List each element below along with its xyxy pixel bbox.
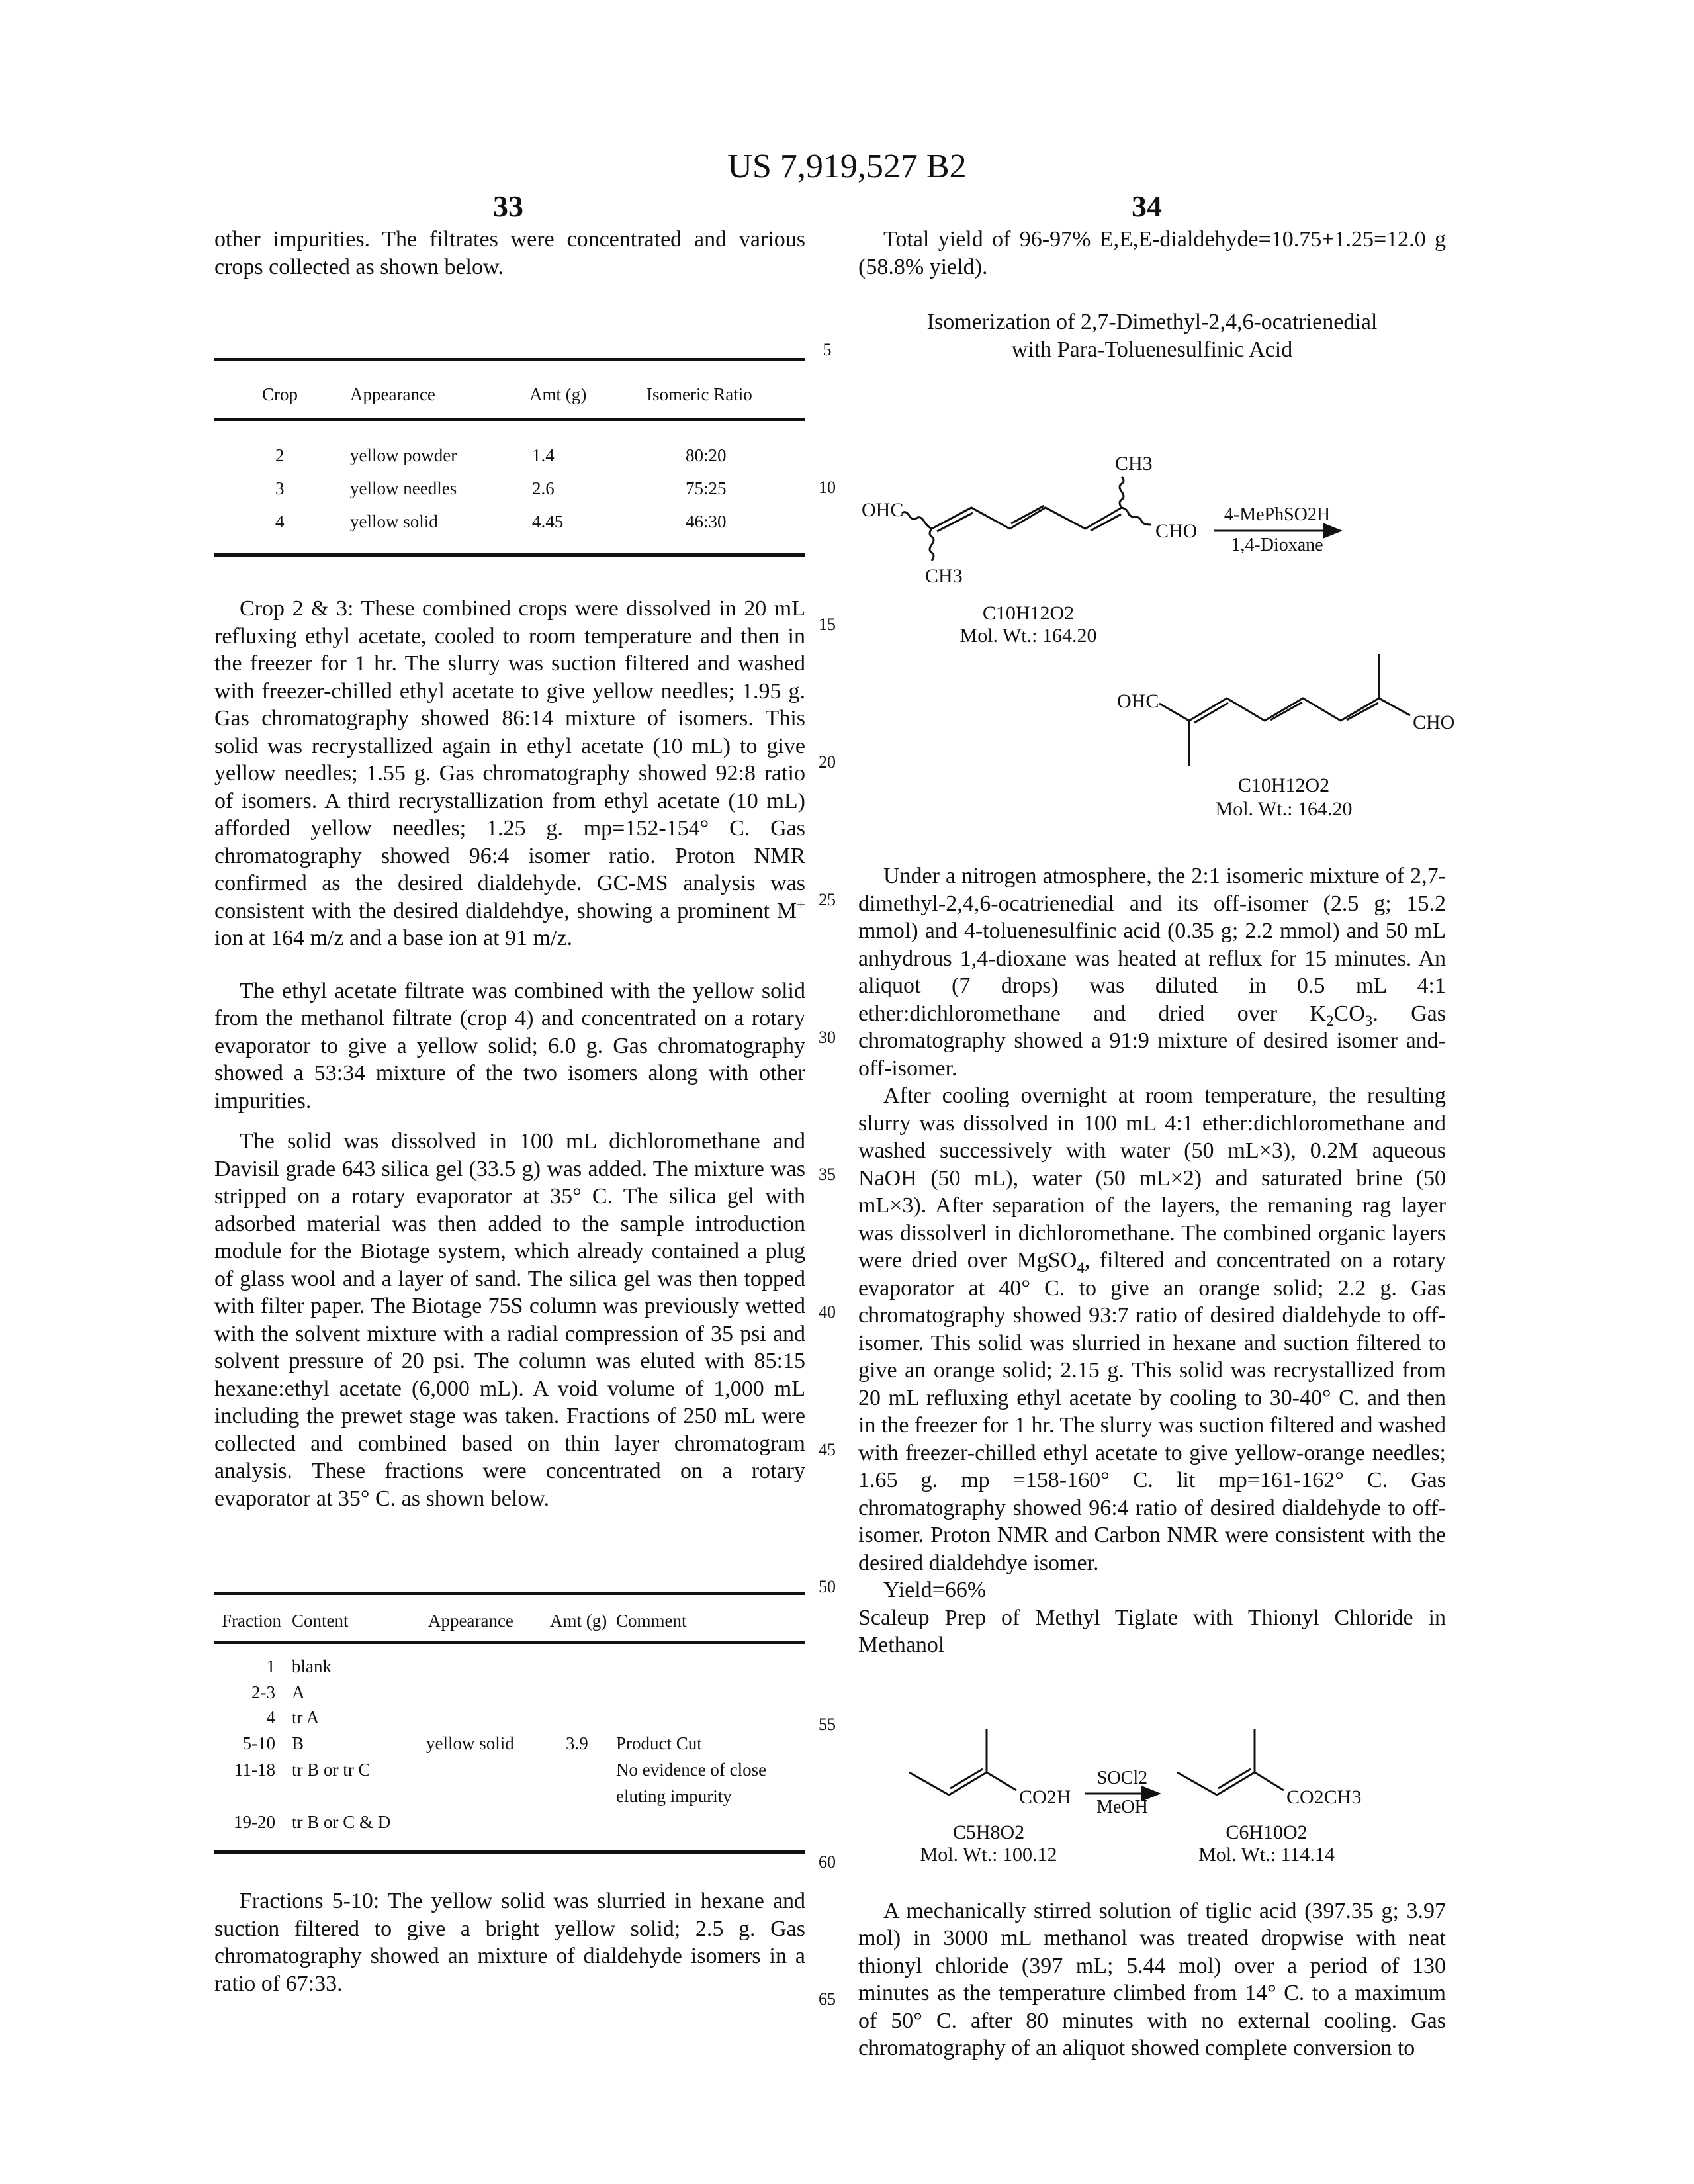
- fraction-number: 11-18: [216, 1759, 275, 1780]
- tiglic-acid-paragraph: A mechanically stirred solution of tiglic acid (397.35 g; 3.97 mol) in 3000 mL methanol was treated dropwise with neat thionyl chloride (397 mL; 5.44 mol) over a period of 130 minutes as the temperature climbed from 14° C. to a maximum of 50° C. after 80 minutes with no external cooling. Gas chromatography of an aliquot showed complete conversion to: [858, 1897, 1446, 2062]
- crop-2-3-paragraph: Crop 2 & 3: These combined crops were dissolved in 20 mL refluxing ethyl acetate, cooled to room temperature and then in the freezer for 1 hr. The slurry was suction filtered and washed with freezer-chilled ethyl acetate to give yellow needles; 1.95 g. Gas chromatography showed 86:14 mixture of isomers. This solid was recrystallized again in ethyl acetate (10 mL) to give yellow needles; 1.55 g. Gas chromatography showed 92:8 ratio of isomers. A third recrystallization from ethyl acetate (10 mL) afforded yellow needles; 1.25 g. mp=152-154° C. Gas chromatography showed 96:4 isomer ratio. Proton NMR confirmed as the desired dialdehyde. GC-MS analysis was consistent with the desired dialdehdye, showing a prominent M+ ion at 164 m/z and a base ion at 91 m/z.: [214, 595, 805, 952]
- line-number: 35: [814, 1165, 840, 1185]
- crop-number: 3: [275, 478, 285, 499]
- reactant-left-group: OHC: [862, 499, 903, 521]
- column-header: Isomeric Ratio: [646, 384, 752, 405]
- superscript: +: [797, 896, 805, 913]
- line-number: 5: [814, 340, 840, 360]
- product-mol-wt: Mol. Wt.: 114.14: [1198, 1844, 1335, 1866]
- reactant-structure: [902, 477, 1151, 561]
- fraction-content: tr B or tr C: [292, 1759, 371, 1780]
- line-number: 60: [814, 1852, 840, 1872]
- fraction-table: [214, 1592, 805, 1854]
- reagent-label: SOCl2: [1097, 1768, 1147, 1788]
- reactant-mol-wt: Mol. Wt.: 164.20: [960, 625, 1097, 647]
- fraction-content: B: [292, 1733, 304, 1754]
- crop-table: [214, 358, 805, 557]
- table-rule: [214, 358, 805, 361]
- line-number: 55: [814, 1715, 840, 1735]
- fraction-number: 2-3: [216, 1682, 275, 1703]
- cooling-paragraph: After cooling overnight at room temperature, the resulting slurry was dissolved in 100 mL 4:1 ether:dichloromethane and washed successively with water (50 mL×3), 0.2M aqueous NaOH (50 mL), water (50 mL×2) and saturated brine (50 mL×3). After separation of the layers, the remaning rag layer was dissolverl in dichloromethane. The combined organic layers were dried over MgSO4, filtered and concentrated on a rotary evaporator at 40° C. to give an orange solid; 2.2 g. Gas chromatography showed 93:7 ratio of desired dialdehyde to off-isomer. This solid was slurried in hexane and suction filtered to give an orange solid; 2.15 g. This solid was recrystallized from 20 mL refluxing ethyl acetate by cooling to 30-40° C. and then in the freezer for 1 hr. The slurry was suction filtered and washed with freezer-chilled ethyl acetate to give yellow-orange needles; 1.65 g. mp =158-160° C. lit mp=161-162° C. Gas chromatography showed 96:4 ratio of desired dialdehyde to off-isomer. Proton NMR and Carbon NMR were consistent with the desired dialdehdye isomer.: [858, 1082, 1446, 1576]
- fraction-number: 19-20: [216, 1811, 275, 1833]
- crop-appearance: yellow needles: [350, 478, 457, 499]
- crop-amount: 2.6: [532, 478, 555, 499]
- table-rule: [214, 553, 805, 557]
- crop-number: 4: [275, 511, 285, 532]
- tiglate-scheme: [854, 1698, 1476, 1870]
- column-header: Fraction: [222, 1610, 281, 1631]
- wavy-bond: [930, 529, 934, 561]
- line-number: 30: [814, 1028, 840, 1048]
- table-rule: [214, 1850, 805, 1854]
- isomerization-scheme: [847, 424, 1509, 834]
- column-header: Amt (g): [529, 384, 586, 405]
- silica-paragraph: The solid was dissolved in 100 mL dichloromethane and Davisil grade 643 silica gel (33.5 g) was added. The mixture was stripped on a rotary evaporator at 35° C. The silica gel with adsorbed material was then added to the sample introduction module for the Biotage system, which already contained a plug of glass wool and a layer of sand. The silica gel was then topped with filter paper. The Biotage 75S column was previously wetted with the solvent mixture with a radial compression of 35 psi and solvent pressure of 20 psi. The column was eluted with 85:15 hexane:ethyl acetate (6,000 mL). A void volume of 1,000 mL including the prewet stage was taken. Fractions of 250 mL were collected and combined based on thin layer chromatogram analysis. These fractions were concentrated on a rotary evaporator at 35° C. as shown below.: [214, 1128, 805, 1512]
- fraction-number: 5-10: [216, 1733, 275, 1754]
- fraction-content: tr B or C & D: [292, 1811, 390, 1833]
- table-rule: [214, 1641, 805, 1644]
- fraction-number: 1: [216, 1656, 275, 1677]
- page-number-right: 34: [1132, 189, 1162, 224]
- product-mol-wt: Mol. Wt.: 164.20: [1216, 798, 1353, 820]
- patent-number: US 7,919,527 B2: [0, 147, 1694, 186]
- solvent-label: 1,4-Dioxane: [1231, 535, 1323, 555]
- crop-ratio: 46:30: [686, 511, 727, 532]
- tiglic-acid-structure: [909, 1729, 1016, 1795]
- wavy-bond: [1120, 477, 1124, 508]
- filtrate-paragraph: The ethyl acetate filtrate was combined with the yellow solid from the methanol filtrate (crop 4) and concentrated on a rotary evaporator to give a yellow solid; 6.0 g. Gas chromatography showed a 53:34 mixture of the two isomers along with other impurities.: [214, 978, 805, 1115]
- crop-amount: 1.4: [532, 445, 555, 466]
- product-right-group: CHO: [1413, 711, 1454, 733]
- crop-appearance: yellow powder: [350, 445, 457, 466]
- wavy-bond: [1122, 508, 1151, 525]
- product-formula: C10H12O2: [1238, 774, 1329, 796]
- line-number: 40: [814, 1302, 840, 1322]
- line-number: 25: [814, 890, 840, 910]
- subscript: 4: [1077, 1259, 1085, 1277]
- solvent-label: MeOH: [1096, 1797, 1148, 1817]
- reactant-methyl-bottom: CH3: [925, 565, 963, 587]
- yield-line: Yield=66%: [858, 1576, 1446, 1604]
- product-left-group: OHC: [1117, 690, 1159, 712]
- subscript: 2: [1326, 1012, 1334, 1029]
- line-number: 15: [814, 615, 840, 635]
- page-number-left: 33: [493, 189, 523, 224]
- column-header: Content: [292, 1610, 349, 1631]
- subscript: 3: [1365, 1012, 1373, 1029]
- fractions-paragraph: Fractions 5-10: The yellow solid was slurried in hexane and suction filtered to give a bright yellow solid; 2.5 g. Gas chromatography showed an mixture of dialdehyde isomers in a ratio of 67:33.: [214, 1888, 805, 1997]
- crop-ratio: 80:20: [686, 445, 727, 466]
- fraction-comment: eluting impurity: [616, 1786, 732, 1807]
- ester-group: CO2CH3: [1286, 1786, 1361, 1808]
- line-number: 45: [814, 1440, 840, 1460]
- acid-group: CO2H: [1019, 1786, 1071, 1808]
- reactant-mol-wt: Mol. Wt.: 100.12: [920, 1844, 1057, 1866]
- column-header: Appearance: [350, 384, 435, 405]
- fraction-content: A: [292, 1682, 305, 1703]
- column-header: Amt (g): [550, 1610, 607, 1631]
- fraction-amount: 3.9: [566, 1733, 588, 1754]
- nitrogen-paragraph: Under a nitrogen atmosphere, the 2:1 isomeric mixture of 2,7-dimethyl-2,4,6-ocatrienedial and its off-isomer (2.5 g; 15.2 mmol) and 4-toluenesulfinic acid (0.35 g; 2.2 mmol) and 50 mL anhydrous 1,4-dioxane was heated at reflux for 15 minutes. An aliquot (7 drops) was diluted in 0.5 mL 4:1 ether:dichloromethane and dried over K2CO3. Gas chromatography showed a 91:9 mixture of desired isomer and-off-isomer.: [858, 862, 1446, 1082]
- methyl-tiglate-structure: [1177, 1729, 1284, 1795]
- product-formula: C6H10O2: [1226, 1821, 1307, 1843]
- heading-line: with Para-Toluenesulfinic Acid: [858, 336, 1446, 364]
- left-column: [214, 226, 805, 1997]
- isomerization-heading: [858, 308, 1446, 363]
- crop-number: 2: [275, 445, 285, 466]
- line-number: 20: [814, 752, 840, 772]
- crop-ratio: 75:25: [686, 478, 727, 499]
- fraction-appearance: yellow solid: [426, 1733, 514, 1754]
- intro-paragraph: other impurities. The filtrates were concentrated and various crops collected as shown below.: [214, 226, 805, 281]
- scaleup-heading: Scaleup Prep of Methyl Tiglate with Thionyl Chloride in Methanol: [858, 1604, 1446, 1659]
- heading-line: Isomerization of 2,7-Dimethyl-2,4,6-ocatrienedial: [858, 308, 1446, 336]
- reactant-methyl-top: CH3: [1115, 453, 1153, 475]
- column-header: Crop: [262, 384, 298, 405]
- reactant-formula: C10H12O2: [983, 602, 1074, 624]
- line-number: 65: [814, 1989, 840, 2009]
- crop-appearance: yellow solid: [350, 511, 438, 532]
- product-structure: [1159, 654, 1410, 766]
- table-rule: [214, 1592, 805, 1595]
- total-yield-paragraph: Total yield of 96-97% E,E,E-dialdehyde=10.75+1.25=12.0 g (58.8% yield).: [858, 226, 1446, 281]
- line-number: 50: [814, 1577, 840, 1597]
- fraction-number: 4: [216, 1707, 275, 1728]
- reactant-right-group: CHO: [1155, 520, 1197, 542]
- right-column: [858, 226, 1446, 2062]
- fraction-comment: Product Cut: [616, 1733, 702, 1754]
- wavy-bond: [902, 512, 932, 529]
- fraction-comment: No evidence of close: [616, 1759, 766, 1780]
- column-header: Appearance: [428, 1610, 513, 1631]
- fraction-content: blank: [292, 1656, 332, 1677]
- crop-amount: 4.45: [532, 511, 563, 532]
- fraction-content: tr A: [292, 1707, 319, 1728]
- table-rule: [214, 418, 805, 421]
- reagent-label: 4-MePhSO2H: [1224, 504, 1330, 525]
- reactant-formula: C5H8O2: [953, 1821, 1024, 1843]
- column-header: Comment: [616, 1610, 687, 1631]
- line-number: 10: [814, 478, 840, 498]
